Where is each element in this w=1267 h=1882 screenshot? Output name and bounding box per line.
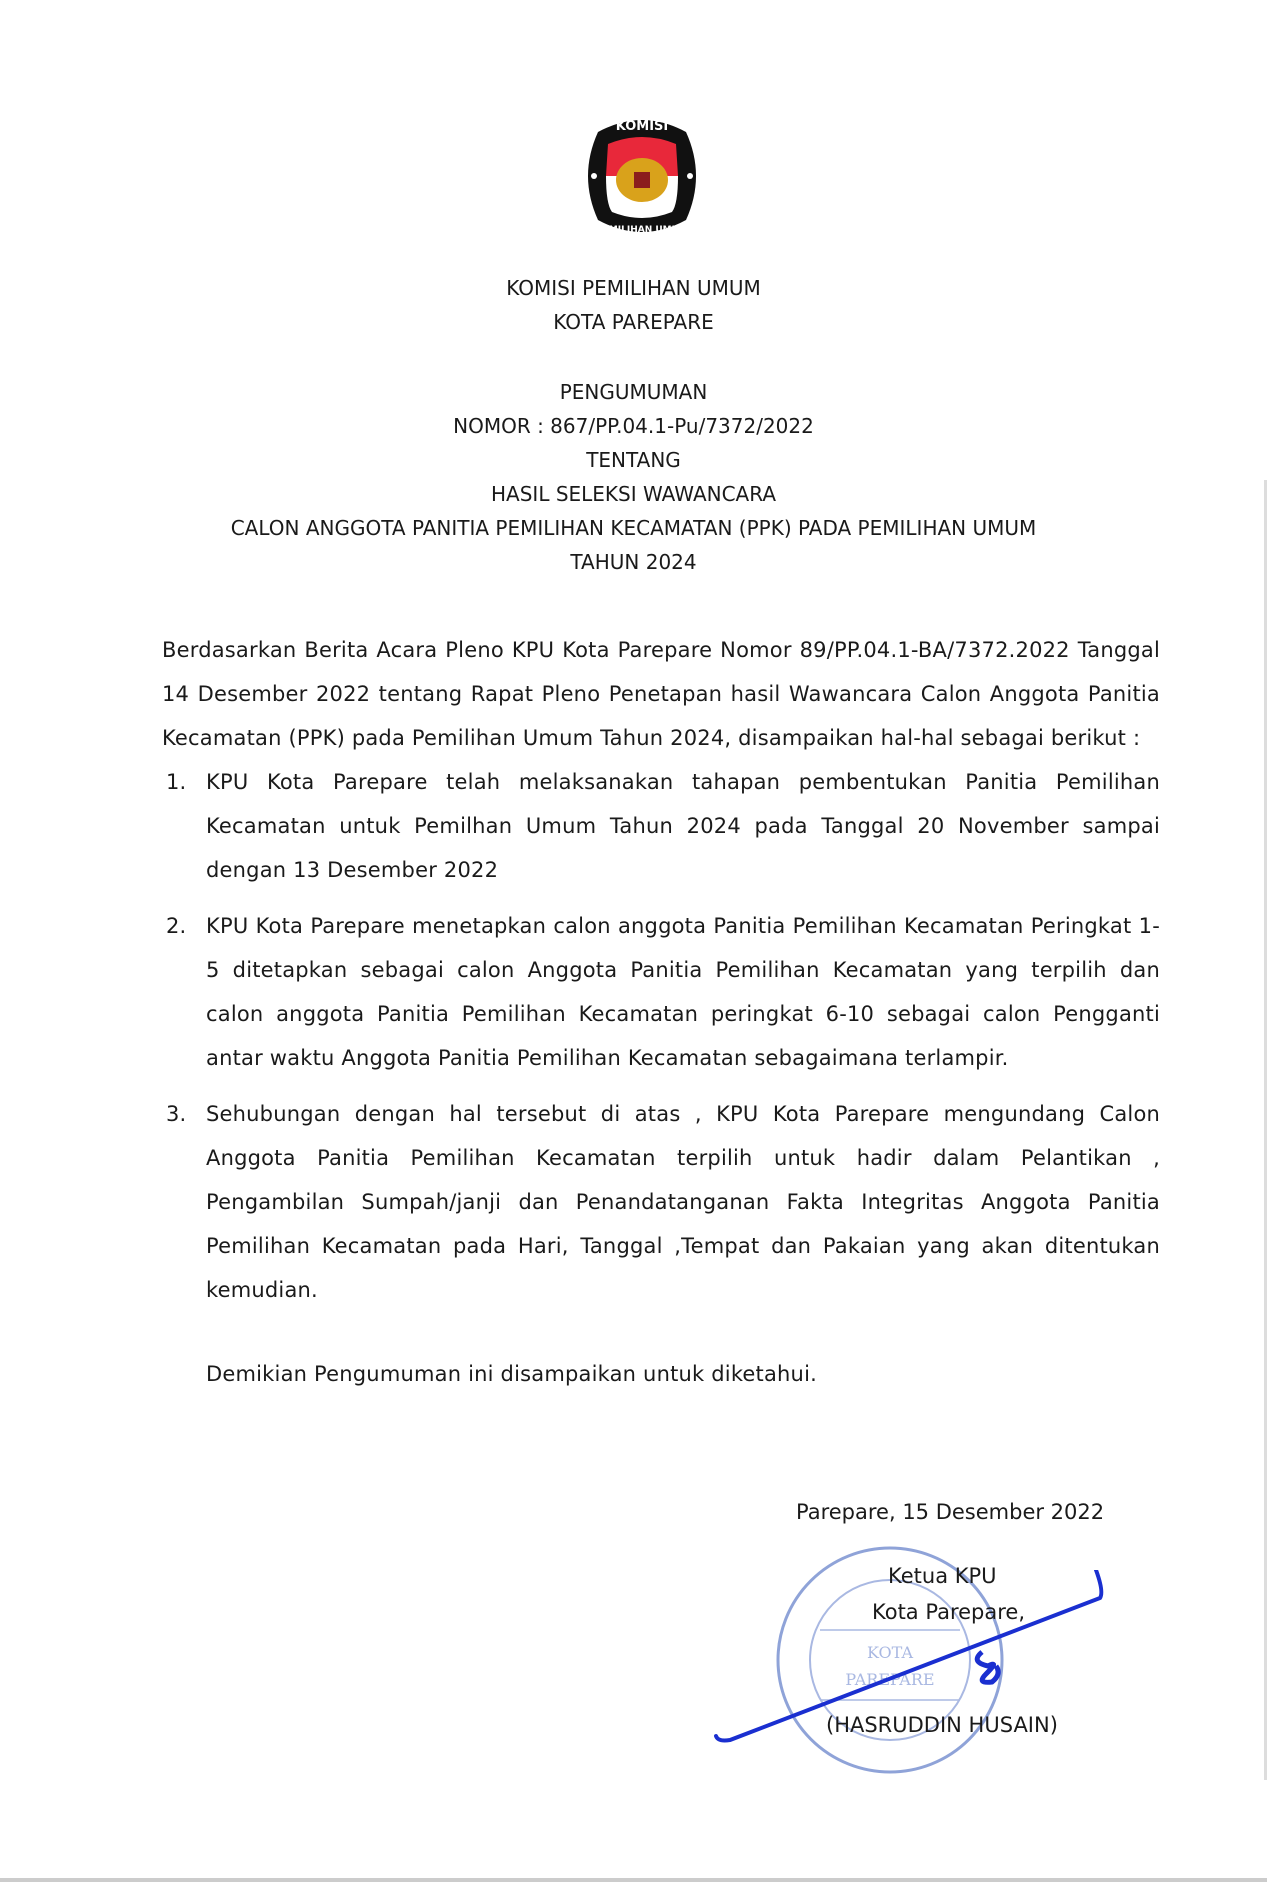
kpu-logo (578, 112, 706, 240)
document-body (162, 628, 1160, 1396)
place-date: Parepare, 15 Desember 2022 (796, 1500, 1105, 1524)
item-text: KPU Kota Parepare menetapkan calon anggota Panitia Pemilihan Kecamatan Peringkat 1-5 ditetapkan sebagai calon Anggota Panitia Pemilihan Kecamatan yang terpilih dan calon anggota Panitia Pemilihan Kecamatan peringkat 6-10 sebagai calon Pengganti antar waktu Anggota Panitia Pemilihan Kecamatan sebagaimana terlampir. (206, 914, 1160, 1070)
svg-text:PEMILIHAN UMUM: PEMILIHAN UMUM (596, 225, 688, 235)
org-name: KOMISI PEMILIHAN UMUM (506, 276, 761, 300)
svg-text:KOMISI: KOMISI (615, 119, 669, 134)
doc-about: TENTANG (586, 448, 681, 472)
list-item (162, 904, 1160, 1080)
scan-bottom-edge (0, 1878, 1267, 1882)
list-item (162, 1092, 1160, 1312)
closing-sentence: Demikian Pengumuman ini disampaikan untuk diketahui. (206, 1362, 817, 1386)
handwritten-signature (700, 1570, 1120, 1810)
document-heading (0, 375, 1267, 579)
letterhead (0, 271, 1267, 339)
item-text: KPU Kota Parepare telah melaksanakan tahapan pembentukan Panitia Pemilihan Kecamatan untuk Pemilhan Umum Tahun 2024 pada Tanggal 20 November sampai dengan 13 Desember 2022 (206, 770, 1160, 882)
signatory-office: Kota Parepare, (872, 1600, 1025, 1624)
item-number: 3. (166, 1102, 187, 1126)
intro-paragraph: Berdasarkan Berita Acara Pleno KPU Kota Parepare Nomor 89/PP.04.1-BA/7372.2022 Tanggal 14 Desember 2022 tentang Rapat Pleno Penetapan hasil Wawancara Calon Anggota Panitia Kecamatan (PPK) pada Pemilihan Umum Tahun 2024, disampaikan hal-hal sebagai berikut : (162, 638, 1160, 750)
doc-type: PENGUMUMAN (559, 380, 708, 404)
svg-text:KOTA: KOTA (867, 1643, 913, 1662)
item-text: Sehubungan dengan hal tersebut di atas , KPU Kota Parepare mengundang Calon Anggota Panitia Pemilihan Kecamatan terpilih untuk hadir dalam Pelantikan , Pengambilan Sumpah/janji dan Penandatanganan Fakta Integritas Anggota Panitia Pemilihan Kecamatan pada Hari, Tanggal ,Tempat dan Pakaian yang akan ditentukan kemudian. (206, 1102, 1160, 1302)
doc-title-3: TAHUN 2024 (570, 550, 697, 574)
list-item (162, 760, 1160, 892)
item-number: 2. (166, 914, 187, 938)
signatory-name: (HASRUDDIN HUSAIN) (826, 1713, 1058, 1737)
svg-text:PAREPARE: PAREPARE (845, 1670, 935, 1689)
item-number: 1. (166, 770, 187, 794)
doc-title-2: CALON ANGGOTA PANITIA PEMILIHAN KECAMATAN (PPK) PADA PEMILIHAN UMUM (230, 516, 1037, 540)
signatory-position: Ketua KPU (888, 1564, 997, 1588)
org-city: KOTA PAREPARE (553, 310, 714, 334)
points-list (162, 760, 1160, 1312)
doc-title: HASIL SELEKSI WAWANCARA (491, 482, 776, 506)
doc-number: NOMOR : 867/PP.04.1-Pu/7372/2022 (453, 414, 814, 438)
